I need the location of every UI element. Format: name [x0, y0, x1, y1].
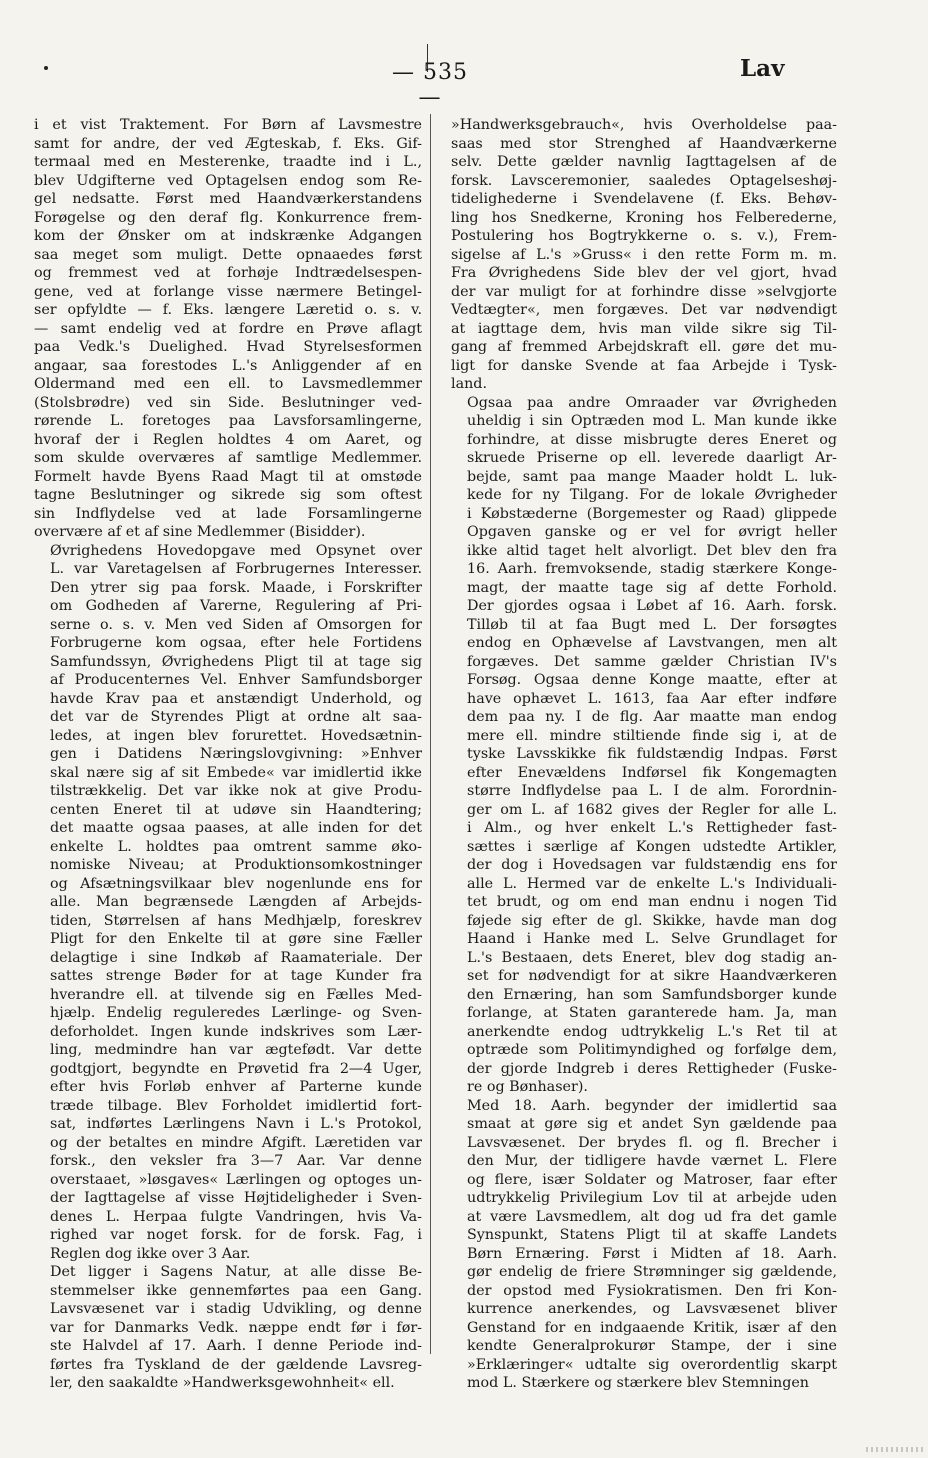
- text-line: tagne Beslutninger og sikrede sig som oftest: [34, 487, 422, 503]
- text-line: Lavsvæsenet var i stadig Udvikling, og denne: [50, 1301, 422, 1317]
- text-line: forgæves. Det samme gælder Christian IV's: [467, 653, 837, 670]
- text-line: og flere, især Soldater og Matroser, faar efter: [467, 1171, 837, 1188]
- text-line: gene, ved at forlange visse nærmere Betingel-: [34, 283, 422, 300]
- paragraph: [451, 116, 837, 394]
- text-line: Opgaven ganske og er vel for øvrigt heller: [467, 524, 837, 540]
- text-line: Reglen dog ikke over 3 Aar.: [50, 1245, 251, 1262]
- text-line: samt for andre, der ved Ægteskab, f. Eks. Gif-: [34, 135, 422, 152]
- text-line: blev Udgifterne ved Optagelsen endog som Re-: [34, 172, 422, 189]
- text-line: Forøgelse og den deraf flg. Konkurrence frem-: [34, 209, 422, 226]
- text-line: i et vist Traktement. For Børn af Lavsmestre: [34, 117, 422, 133]
- left-column: [34, 116, 422, 1393]
- text-line: der gjorde Indgreb i deres Rettigheder (Fuske-: [467, 1060, 837, 1077]
- text-line: ling hos Snedkerne, Kroning hos Felberederne,: [451, 209, 837, 226]
- text-line: efter Enevældens Indførsel fik Kongemagten: [467, 764, 837, 781]
- text-line: mere ell. mindre stiltiende finde sig i, at de: [467, 727, 837, 744]
- text-line: forsk. Lavsceremonier, saaledes Optagelseshøj-: [451, 172, 837, 189]
- text-line: større Indflydelse paa L. I de alm. Forordnin-: [467, 783, 837, 799]
- text-line: ger om L. af 1682 gives der Regler for alle L.: [467, 801, 837, 818]
- text-line: rørende L. foretoges paa Lavsforsamlingerne,: [34, 413, 422, 429]
- text-line: at iagttage dem, hvis man vilde sikre sig Til-: [451, 320, 837, 337]
- text-line: alle L. Hermed var de enkelte L.'s Individuali-: [467, 875, 837, 892]
- text-line: kendte Generalprokurør Stampe, der i sine: [467, 1338, 837, 1354]
- text-line: enkelte L. holdtes paa omtrent samme øko-: [50, 838, 422, 855]
- text-line: kom der Ønsker om at indskrænke Adgangen: [34, 228, 422, 244]
- text-line: Den ytrer sig paa forsk. Maade, i Forskrifter: [50, 579, 422, 596]
- text-line: overstaaet, »løsgaves« Lærlingen og optoges un-: [50, 1171, 422, 1188]
- scan-artifact: [866, 1447, 926, 1452]
- text-line: endog en Ophævelse af Lavstvangen, men alt: [467, 635, 837, 651]
- text-line: ling, medmindre han var ægtefødt. Var dette: [50, 1042, 422, 1058]
- text-line: centen Eneret til at udøve sin Haandtering;: [50, 801, 422, 818]
- text-line: udtrykkelig Privilegium Lov til at arbejde uden: [467, 1190, 837, 1206]
- paragraph: [34, 542, 422, 1264]
- text-line: serne o. s. v. Men ved Siden af Omsorgen for: [50, 616, 422, 633]
- text-line: mod L. Stærkere og stærkere blev Stemningen: [467, 1375, 810, 1391]
- text-line: termaal med en Mesterenke, traadte ind i L.,: [34, 154, 422, 170]
- text-line: magt, der maatte tage sig af dette Forhold.: [467, 579, 837, 596]
- text-line: og fremmest ved at forhøje Indtrædelsespen-: [34, 265, 422, 281]
- text-line: saas med stor Strenghed af Haandværkerne: [451, 135, 837, 152]
- text-line: ledes, at ingen blev forurettet. Hovedsætnin-: [50, 727, 422, 744]
- text-line: deforholdet. Ingen kunde indskrives som Lær-: [50, 1023, 422, 1040]
- text-line: anerkendte endog udtrykkelig L.'s Ret til at: [467, 1023, 837, 1040]
- text-line: gen i Datidens Næringslovgivning: »Enhver: [50, 746, 422, 762]
- text-line: ser opfyldte — f. Eks. længere Læretid o. s. v.: [34, 302, 422, 318]
- text-line: gør endelig de friere Strømninger sig gældende,: [467, 1264, 837, 1280]
- column-divider: [430, 114, 431, 1354]
- paragraph: [34, 1263, 422, 1393]
- text-line: L. var Varetagelsen af Forbrugernes Interesser.: [50, 561, 422, 577]
- text-line: hjælp. Endelig reguleredes Lærlinge- og Sven-: [50, 1005, 422, 1021]
- text-line: Fra Øvrighedens Side blev der vel gjort, hvad: [451, 265, 837, 281]
- text-line: i Alm., og hver enkelt L.'s Rettigheder fast-: [467, 820, 837, 836]
- text-line: land.: [451, 376, 488, 392]
- text-line: Oldermand med een ell. to Lavsmedlemmer: [34, 376, 422, 392]
- text-line: smaat at gøre sig et andet Syn gældende paa: [467, 1116, 837, 1132]
- text-line: Ogsaa paa andre Omraader var Øvrigheden: [467, 394, 837, 411]
- text-line: tilstrækkelig. Det var ikke nok at give Produ-: [50, 783, 422, 799]
- text-line: hverandre ell. at tilvende sig en Fælles Med-: [50, 986, 422, 1003]
- text-line: ler, den saakaldte »Handwerksgewohnheit« ell.: [50, 1375, 395, 1391]
- text-line: Samfundssyn, Øvrighedens Pligt til at tage sig: [50, 653, 422, 670]
- text-line: nomiske Niveau; at Produktionsomkostninger: [50, 857, 422, 873]
- text-line: righed var noget forsk. for de forsk. Fag, i: [50, 1227, 422, 1243]
- text-line: der Iagttagelse af visse Højtideligheder i Sven-: [50, 1190, 422, 1206]
- text-line: om Godheden af Varerne, Regulering af Pri-: [50, 598, 422, 614]
- text-line: — samt endelig ved at fordre en Prøve aflagt: [34, 320, 422, 337]
- text-line: det maatte ogsaa paases, at alle inden for det: [50, 820, 422, 836]
- text-line: Pligt for den Enkelte til at gøre sine Fæller: [50, 931, 422, 947]
- page-number: — 535 —: [392, 60, 468, 110]
- text-line: træde tilbage. Blev Forholdet imidlertid fort-: [50, 1097, 422, 1114]
- text-line: skal nære sig af sit Embede« var imidlertid ikke: [50, 764, 422, 781]
- text-line: sat, indførtes Lærlingens Navn i L.'s Protokol,: [50, 1116, 422, 1132]
- text-line: Forbrugerne kom ogsaa, efter hele Fortidens: [50, 635, 422, 651]
- paragraph: [451, 394, 837, 1097]
- text-line: godtgjort, begyndte en Prøvetid fra 2—4 Uger,: [50, 1060, 422, 1077]
- text-line: Synspunkt, Statens Pligt til at skaffe Landets: [467, 1227, 837, 1243]
- text-line: dem paa ny. I de flg. Aar maatte man endog: [467, 709, 837, 725]
- text-line: paa Vedk.'s Duelighed. Hvad Styrelsesformen: [34, 339, 422, 355]
- text-line: ikke altid taget helt alvorligt. Det blev den fra: [467, 542, 837, 559]
- text-line: skruede Priserne op ell. leverede daarligt Ar-: [467, 450, 837, 466]
- text-line: det var de Styrendes Pligt at ordne alt saa-: [50, 709, 422, 725]
- text-line: gel nedsatte. Først med Haandværkerstandens: [34, 191, 422, 207]
- text-line: delagtige i sine Indkøb af Raamateriale. Der: [50, 949, 422, 966]
- text-line: havde Krav paa et anstændigt Underhold, og: [50, 690, 422, 707]
- text-line: tiden, Størrelsen af hans Medhjælp, foreskrev: [50, 912, 422, 929]
- text-line: (Stolsbrødre) ved sin Side. Beslutninger ved-: [34, 394, 422, 411]
- text-line: re og Bønhaser).: [467, 1079, 588, 1095]
- text-line: der opstod med Fysiokratismen. Den fri Kon-: [467, 1282, 837, 1299]
- text-line: efter hvis Forløb enhver af Parterne kunde: [50, 1079, 422, 1095]
- text-line: sigelse af L.'s »Gruss« i den rette Form m. m.: [451, 246, 837, 263]
- text-line: forlange, at Staten garanterede ham. Ja, man: [467, 1005, 837, 1021]
- text-line: Tilløb til at faa Bugt med L. Der forsøgtes: [467, 616, 837, 633]
- text-line: Vedtægter«, men forgæves. Det var nødvendigt: [451, 302, 837, 318]
- text-line: selv. Dette gælder navnlig Iagttagelsen af de: [451, 154, 837, 170]
- text-line: Børn Ernæring. Først i Midten af 18. Aarh.: [467, 1245, 837, 1262]
- text-line: saa meget som muligt. Dette opnaaedes først: [34, 246, 422, 263]
- text-line: hvoraf der i Reglen holdtes 4 om Aaret, og: [34, 431, 422, 448]
- text-line: i Købstæderne (Borgemester og Raad) glippede: [467, 505, 837, 522]
- text-line: 16. Aarh. fremvoksende, stadig stærkere Konge-: [467, 561, 837, 577]
- text-line: som skulde overværes af samtlige Medlemmer.: [34, 450, 422, 466]
- text-line: Lavsvæsenet. Der brydes fl. og fl. Brecher i: [467, 1134, 837, 1151]
- text-line: den Mur, der tidligere havde værnet L. Flere: [467, 1153, 837, 1169]
- text-line: »Erklæringer« udtalte sig overordentlig skarpt: [467, 1356, 837, 1373]
- text-line: var for Danmarks Vedk. næppe endt før i før-: [50, 1319, 422, 1336]
- text-line: af Producenternes Vel. Enhver Samfundsborger: [50, 672, 422, 688]
- text-line: overvære af et af sine Medlemmer (Bisidder).: [34, 524, 366, 540]
- text-line: tidelighederne i Svendelavene (f. Eks. Behøv-: [451, 191, 837, 207]
- text-line: optræde som Politimyndighed og forfølge dem,: [467, 1042, 837, 1058]
- text-line: tet brudt, og om end man endnu i nogen Tid: [467, 894, 837, 910]
- text-line: »Handwerksgebrauch«, hvis Overholdelse paa-: [451, 117, 837, 133]
- text-line: Formelt havde Byens Raad Magt til at omstøde: [34, 468, 422, 485]
- text-line: Det ligger i Sagens Natur, at alle disse Be-: [50, 1264, 422, 1280]
- text-line: tyske Lavsskikke fik fuldstændig Indpas. Først: [467, 746, 837, 762]
- text-line: Øvrighedens Hovedopgave med Opsynet over: [50, 542, 422, 559]
- text-line: alle. Man begrænsede Længden af Arbejds-: [50, 894, 422, 910]
- text-line: forhindre, at disse misbrugte deres Eneret og: [467, 431, 837, 448]
- text-line: kurrence anerkendes, og Lavsvæsenet bliver: [467, 1301, 837, 1317]
- text-line: set for nødvendigt for at sikre Haandværkeren: [467, 968, 837, 984]
- running-head: Lav: [740, 55, 785, 82]
- text-line: sin Indflydelse ved at lade Forsamlingerne: [34, 505, 422, 522]
- text-line: uheldig i sin Optræden mod L. Man kunde ikke: [467, 413, 837, 429]
- text-line: den Ernæring, han som Samfundsborger kunde: [467, 986, 837, 1003]
- paragraph: [451, 1097, 837, 1393]
- paragraph: [34, 116, 422, 542]
- text-line: denes L. Herpaa fulgte Vandringen, hvis Va-: [50, 1208, 422, 1225]
- text-line: føjede sig efter de gl. Skikke, havde man dog: [467, 912, 837, 929]
- text-line: førtes fra Tyskland de der gældende Lavsreg-: [50, 1356, 422, 1373]
- text-line: at være Lavsmedlem, alt dog ud fra det gamle: [467, 1208, 837, 1225]
- right-column: [451, 116, 837, 1393]
- text-line: sættes i særlige af Kongen udstedte Artikler,: [467, 838, 837, 855]
- text-line: der var muligt for at forhindre disse »selvgjorte: [451, 283, 837, 300]
- text-line: Postulering hos Bogtrykkerne o. s. v.), Frem-: [451, 228, 837, 244]
- text-line: Der gjordes ogsaa i Løbet af 16. Aarh. forsk.: [467, 598, 837, 614]
- text-line: og Afsætningsvilkaar blev nogenlunde ens for: [50, 875, 422, 892]
- text-line: Haand i Hanke med L. Selve Grundlaget for: [467, 931, 837, 947]
- text-line: Forsøg. Ogsaa denne Konge maatte, efter at: [467, 672, 837, 688]
- text-line: og der betaltes en mindre Afgift. Læretiden var: [50, 1134, 422, 1151]
- text-line: bejde, samt paa mange Maader holdt L. luk-: [467, 468, 837, 485]
- text-line: gang af fremmed Arbejdskraft ell. gøre det mu-: [451, 339, 837, 355]
- text-line: L.'s Bestaaen, dets Eneret, blev dog stadig an-: [467, 949, 837, 966]
- text-line: Genstand for en indgaaende Kritik, især af den: [467, 1319, 837, 1336]
- text-line: sattes strenge Bøder for at tage Kunder fra: [50, 968, 422, 984]
- text-line: der dog i Hovedsagen var fuldstændig ens for: [467, 857, 837, 873]
- text-line: ste Halvdel af 17. Aarh. I denne Periode ind-: [50, 1338, 422, 1354]
- text-line: forsk., den veksler fra 3—7 Aar. Var denne: [50, 1153, 422, 1169]
- text-line: Med 18. Aarh. begynder der imidlertid saa: [467, 1097, 837, 1114]
- text-line: kede for ny Tilgang. For de lokale Øvrigheder: [467, 487, 837, 503]
- text-line: angaar, saa forestodes L.'s Anliggender af en: [34, 357, 422, 374]
- text-line: stemmelser ikke gennemførtes paa een Gang.: [50, 1282, 422, 1299]
- text-line: ligt for danske Svende at faa Arbejde i Tysk-: [451, 357, 837, 374]
- margin-dot: [44, 66, 48, 70]
- text-line: have ophævet L. 1613, faa Aar efter indføre: [467, 690, 837, 707]
